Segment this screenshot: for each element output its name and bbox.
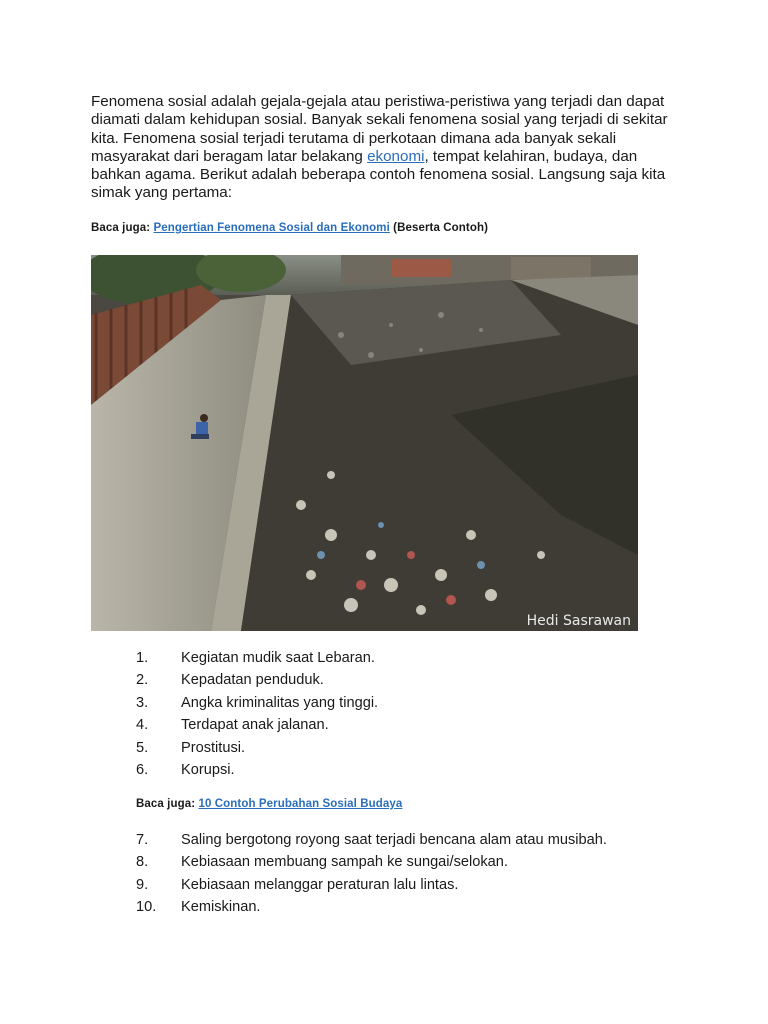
river-garbage-photo: [91, 255, 638, 631]
list-text: Kepadatan penduduk.: [181, 672, 324, 689]
list-number: 9.: [136, 876, 149, 893]
baca-juga-label: Baca juga:: [91, 222, 154, 234]
photo-credit: Hedi Sasrawan: [526, 613, 631, 629]
intro-paragraph: [91, 93, 691, 203]
list-text: Kebiasaan membuang sampah ke sungai/selokan.: [181, 854, 508, 871]
list-text: Prostitusi.: [181, 739, 246, 756]
list-text: Korupsi.: [181, 761, 235, 778]
list-number: 2.: [136, 672, 149, 689]
ekonomi-link[interactable]: ekonomi: [367, 147, 425, 165]
baca-juga-1: [91, 222, 488, 234]
list-number: 8.: [136, 854, 149, 871]
baca-juga-link-1[interactable]: Pengertian Fenomena Sosial dan Ekonomi: [153, 222, 390, 234]
baca-juga-link-2[interactable]: 10 Contoh Perubahan Sosial Budaya: [198, 798, 403, 810]
list-text: Kemiskinan.: [181, 899, 261, 916]
intro-text-2: , tempat kelahiran, budaya, dan bahkan agama. Berikut adalah beberapa contoh fenomena sosial. Langsung saja kita simak yang pertama:: [91, 147, 666, 202]
list-number: 5.: [136, 739, 149, 756]
baca-juga-2: [136, 798, 402, 810]
list-text: Terdapat anak jalanan.: [181, 717, 329, 734]
intro-text-1: Fenomena sosial adalah gejala-gejala atau peristiwa-peristiwa yang terjadi dan dapat diamati dalam kehidupan sosial. Banyak sekali fenomena sosial yang terjadi di sekitar kita. Fenomena sosial terjadi terutama di perkotaan dimana ada banyak sekali masyarakat dari beragam latar belakang: [91, 93, 668, 165]
list-text: Kegiatan mudik saat Lebaran.: [181, 650, 375, 666]
list-text: Kebiasaan melanggar peraturan lalu lintas.: [181, 876, 459, 893]
list-number: 1.: [136, 650, 149, 666]
baca-juga-suffix: (Beserta Contoh): [389, 222, 489, 234]
list-number: 6.: [136, 761, 149, 778]
list-number: 7.: [136, 832, 149, 848]
list-number: 10.: [136, 899, 157, 916]
photo-illustration: [91, 255, 638, 631]
list-text: Angka kriminalitas yang tinggi.: [181, 694, 379, 711]
baca-juga-label: Baca juga:: [136, 798, 199, 810]
list-text: Saling bergotong royong saat terjadi bencana alam atau musibah.: [181, 832, 607, 848]
list-number: 3.: [136, 694, 149, 711]
list-number: 4.: [136, 717, 149, 734]
